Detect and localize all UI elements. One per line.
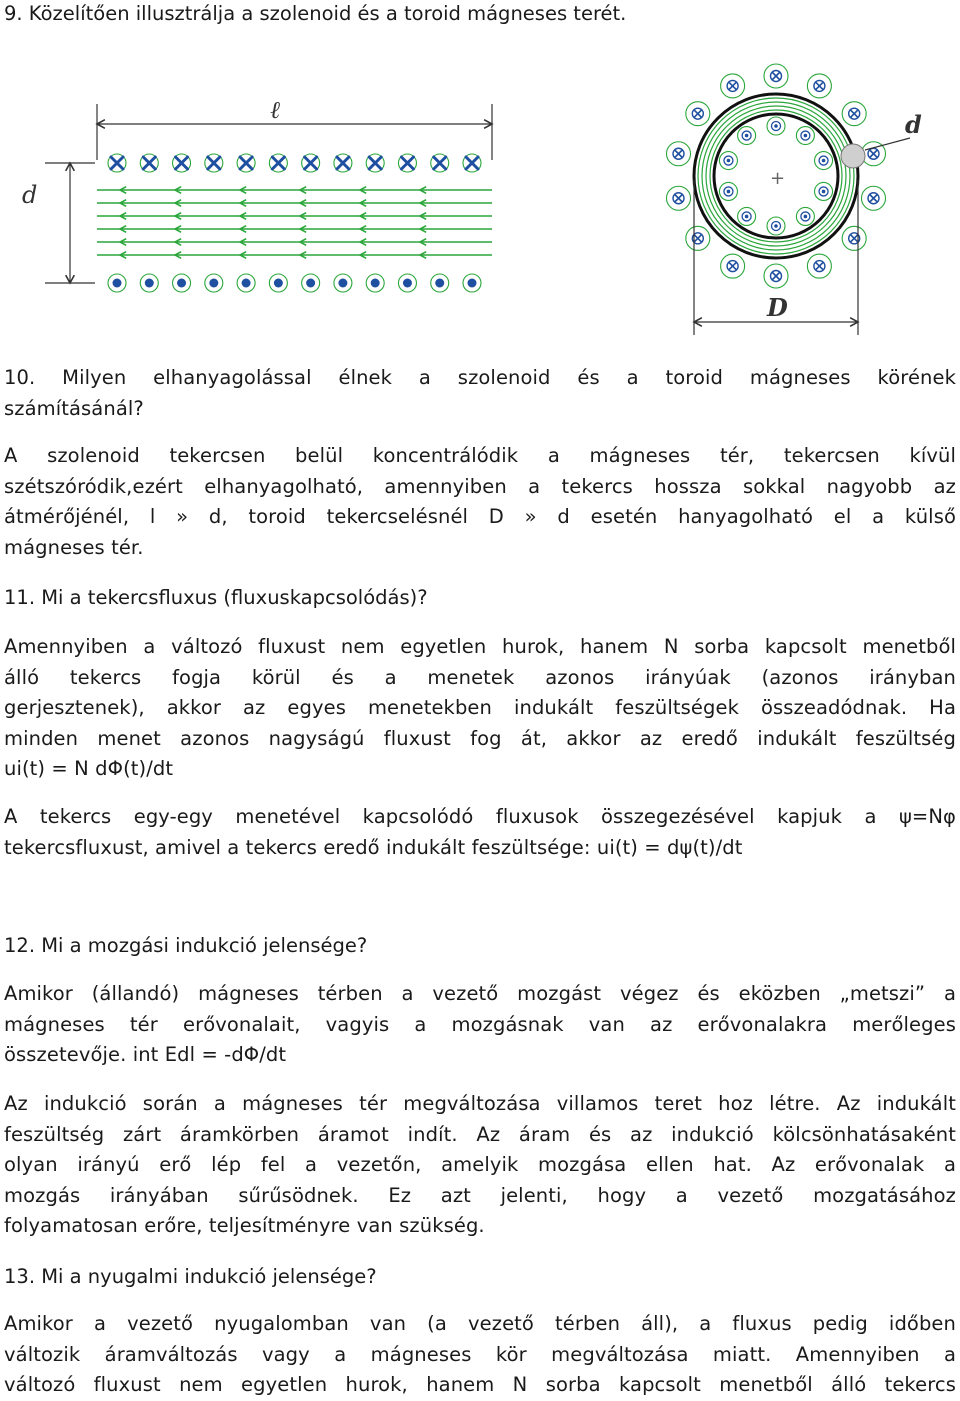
conductor-into-page — [773, 273, 780, 280]
q10-answer-line: szétszóródik,ezért elhanyagolható, amennyiben a tekercs hossza sokkal nagyobb az — [4, 474, 956, 498]
q13-title: 13. Mi a nyugalmi indukció jelensége? — [4, 1265, 377, 1288]
cross-section — [841, 144, 865, 168]
q10-answer — [4, 441, 956, 563]
q12-p2-line: feszültség zárt áramkörben áramot indít. Az áram és az indukció kölcsönhatásaként — [4, 1122, 956, 1146]
q11-paragraph-2 — [4, 802, 956, 863]
q13-p1-line: Amikor a vezető nyugalomban van (a vezető térben áll), a fluxus pedig időben — [4, 1312, 956, 1335]
q13-paragraph-1 — [4, 1309, 956, 1401]
q11-p1-line: ui(t) = N dΦ(t)/dt — [4, 757, 174, 780]
dimension-line — [865, 138, 910, 150]
q10-title — [4, 363, 956, 424]
toroid-center-mark: + — [770, 168, 786, 189]
q11-p1-line: gerjesztenek), akkor az egyes menetekben indukált feszültségek összeadódnak. Ha — [4, 696, 956, 719]
q13-p1-line: változó fluxust nem egyetlen hurok, hanem N sorba kapcsolt menetből álló tekercs — [4, 1373, 956, 1396]
conductor-into-page — [816, 263, 823, 270]
conductor-into-page — [694, 110, 701, 117]
toroid-figure — [0, 0, 960, 340]
solenoid-diameter-label: d — [22, 181, 38, 209]
toroid-d-label: d — [905, 110, 922, 139]
q12-paragraph-1 — [4, 979, 956, 1071]
q12-p1-line: Amikor (állandó) mágneses térben a vezető mozgást végez és eközben „metszi” a — [4, 982, 956, 1005]
solenoid-length-label: ℓ — [270, 96, 280, 124]
q10-answer-line: mágneses tér. — [4, 535, 144, 559]
conductor-out-of-page — [727, 190, 731, 194]
q11-p1-line: minden menet azonos nagyságú fluxust fog át, akkor az eredő indukált feszültség — [4, 726, 956, 750]
q13-p1-line: változik áramváltozás vagy a mágneses kör megváltozása miatt. Amennyiben a — [4, 1342, 956, 1366]
conductor-into-page — [729, 82, 736, 89]
conductor-into-page — [851, 235, 858, 242]
conductor-into-page — [694, 235, 701, 242]
q10-answer-line: átmérőjénél, l » d, toroid tekercselésnél D » d esetén hanyagolható el a külső — [4, 505, 956, 528]
conductor-out-of-page — [804, 134, 808, 138]
conductor-into-page — [773, 73, 780, 80]
q12-p2-line: folyamatosan erőre, teljesítményre van szükség. — [4, 1214, 485, 1237]
q12-p1-line: összetevője. int Edl = -dΦ/dt — [4, 1043, 287, 1066]
q12-p2-line: Az indukció során a mágneses tér megváltozása villamos teret hoz létre. Az indukált — [4, 1092, 956, 1115]
conductor-into-page — [729, 263, 736, 270]
q12-paragraph-2 — [4, 1089, 956, 1242]
conductor-into-page — [816, 82, 823, 89]
q12-p2-line: olyan irányú erő lép fel a vezetőn, amelyik mozgása ellen hat. Az erővonalak a — [4, 1153, 956, 1176]
q9-title: 9. Közelítően illusztrálja a szolenoid és a toroid mágneses terét. — [4, 2, 627, 25]
conductor-out-of-page — [804, 215, 808, 219]
q12-p1-line: mágneses tér erővonalait, vagyis a mozgásnak van az erővonalakra merőleges — [4, 1012, 956, 1036]
conductor-into-page — [675, 150, 682, 157]
q10-title-line-2: számításánál? — [4, 396, 144, 420]
conductor-out-of-page — [745, 134, 749, 138]
toroid-D-label: D — [767, 293, 788, 322]
q11-p1-line: Amennyiben a változó fluxust nem egyetlen hurok, hanem N sorba kapcsolt menetből — [4, 635, 956, 658]
q12-title: 12. Mi a mozgási indukció jelensége? — [4, 934, 368, 957]
q11-p1-line: álló tekercs fogja körül és a menetek azonos irányúak (azonos irányban — [4, 665, 956, 689]
conductor-into-page — [870, 195, 877, 202]
q11-p2-line: A tekercs egy-egy menetével kapcsolódó fluxusok összegezésével kapjuk a ψ=Nφ — [4, 805, 956, 828]
q11-paragraph-1 — [4, 632, 956, 785]
conductor-into-page — [851, 110, 858, 117]
conductor-out-of-page — [774, 224, 778, 228]
q11-title: 11. Mi a tekercsfluxus (fluxuskapcsolódás)? — [4, 586, 428, 609]
q12-p2-line: mozgás irányában sűrűsödnek. Ez azt jelenti, hogy a vezető mozgatásához — [4, 1183, 956, 1207]
conductor-out-of-page — [727, 159, 731, 163]
q10-title-line-1: 10. Milyen elhanyagolással élnek a szolenoid és a toroid mágneses körének — [4, 366, 956, 389]
conductor-out-of-page — [774, 124, 778, 128]
conductor-into-page — [870, 150, 877, 157]
q10-answer-line: A szolenoid tekercsen belül koncentrálódik a mágneses tér, tekercsen kívül — [4, 444, 956, 467]
conductor-into-page — [675, 195, 682, 202]
q11-p2-line: tekercsfluxust, amivel a tekercs eredő indukált feszültsége: ui(t) = dψ(t)/dt — [4, 835, 743, 859]
conductor-out-of-page — [745, 215, 749, 219]
conductor-out-of-page — [822, 159, 826, 163]
conductor-out-of-page — [822, 190, 826, 194]
